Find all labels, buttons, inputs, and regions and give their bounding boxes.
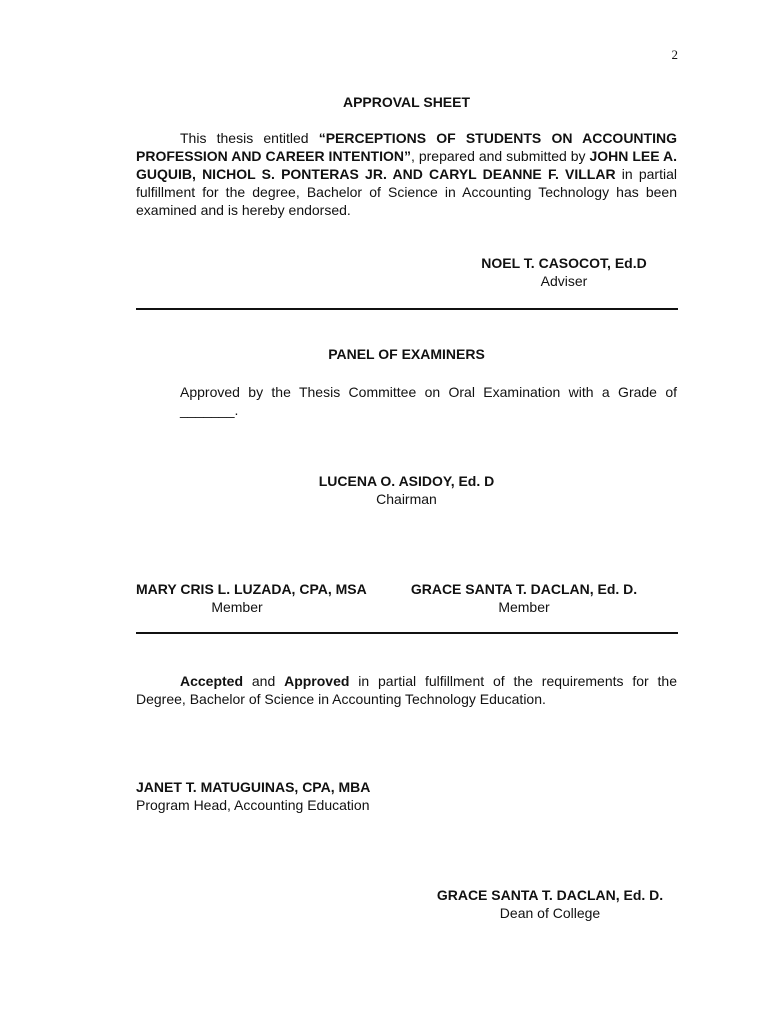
dean-name: GRACE SANTA T. DACLAN, Ed. D. — [436, 887, 664, 903]
dean-signature — [420, 886, 680, 922]
member2-role: Member — [498, 599, 550, 615]
and-word: and — [243, 673, 285, 689]
approval-text-intro: This thesis entitled — [180, 130, 319, 146]
program-head-role: Program Head, Accounting Education — [136, 797, 370, 813]
authors: JOHN LEE A. GUQUIB, NICHOL S. PONTERAS JR. AND CARYL DEANNE F. VILLAR — [136, 148, 677, 182]
chairman-role: Chairman — [376, 491, 437, 507]
member2-name: GRACE SANTA T. DACLAN, Ed. D. — [410, 581, 638, 597]
approval-text-prepared: , prepared and submitted by — [411, 148, 590, 164]
member1-name: MARY CRIS L. LUZADA, CPA, MSA — [136, 581, 367, 597]
member1-role: Member — [211, 599, 263, 615]
adviser-role: Adviser — [540, 273, 588, 289]
acceptance-text: in partial fulfillment of the requirements for the Degree, Bachelor of Science in Accounting Technology Education. — [136, 673, 678, 707]
panel-heading: PANEL OF EXAMINERS — [328, 346, 485, 362]
page-number: 2 — [671, 47, 678, 62]
chairman-name: LUCENA O. ASIDOY, Ed. D — [318, 473, 495, 489]
chairman-signature — [136, 472, 677, 508]
divider-rule — [136, 632, 678, 634]
approved-word: Approved — [284, 673, 350, 689]
approval-paragraph — [136, 129, 677, 219]
adviser-signature — [454, 254, 674, 290]
member2-signature — [398, 580, 650, 616]
acceptance-paragraph — [136, 672, 677, 708]
dean-role: Dean of College — [499, 905, 601, 921]
adviser-name: NOEL T. CASOCOT, Ed.D — [481, 255, 647, 271]
approval-sheet-heading: APPROVAL SHEET — [342, 94, 471, 110]
panel-paragraph — [136, 383, 677, 419]
program-head-signature — [136, 778, 370, 814]
accepted-word: Accepted — [180, 673, 244, 689]
panel-text: Approved by the Thesis Committee on Oral Examination with a Grade of — [180, 384, 677, 400]
divider-rule — [136, 308, 678, 310]
approval-text-endorsed: in partial fulfillment for the degree, Bachelor of Science in Accounting Technology has been examined and is hereby endorsed. — [136, 166, 677, 218]
member1-signature — [132, 580, 367, 616]
grade-blank: _______. — [180, 402, 239, 418]
program-head-name: JANET T. MATUGUINAS, CPA, MBA — [136, 779, 371, 795]
thesis-title: “PERCEPTIONS OF STUDENTS ON ACCOUNTING PROFESSION AND CAREER INTENTION” — [136, 130, 677, 164]
